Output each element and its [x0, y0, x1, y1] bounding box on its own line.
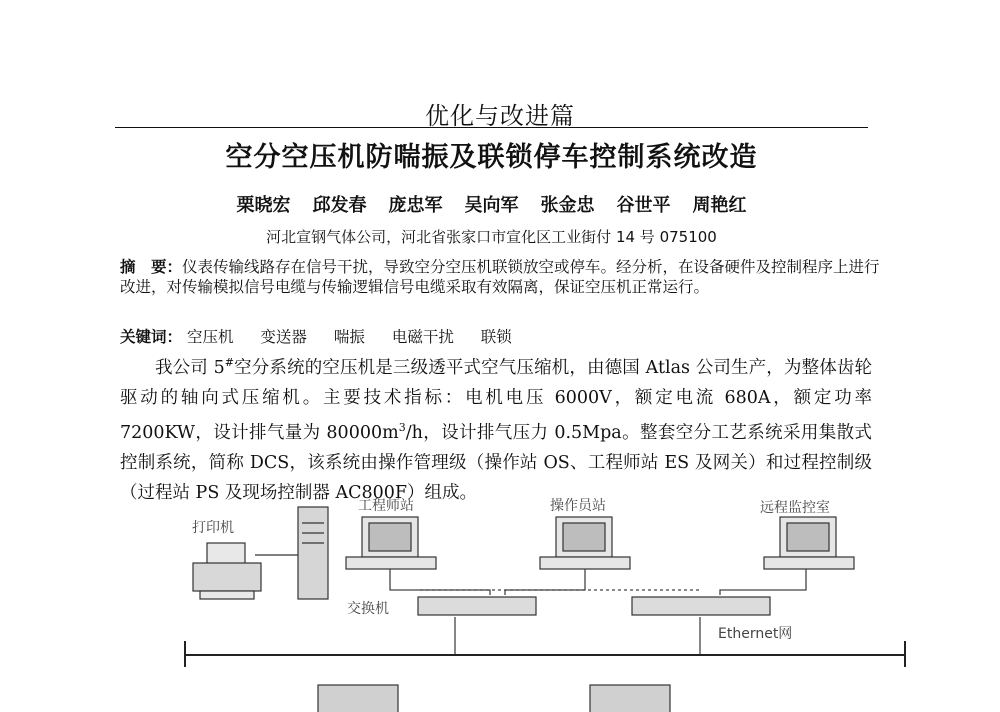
switch-icon — [418, 597, 770, 615]
keyword: 空压机 — [186, 328, 234, 346]
section-header: 优化与改进篇 — [425, 102, 575, 130]
network-diagram — [0, 495, 1000, 712]
header-rule — [115, 127, 868, 128]
keywords-label: 关键词： — [120, 327, 183, 346]
engineer-station-label: 工程师站 — [358, 498, 414, 514]
controller-icon — [318, 685, 670, 712]
printer-label: 打印机 — [192, 520, 234, 536]
abstract — [120, 257, 880, 297]
keyword: 喘振 — [333, 328, 365, 346]
server-icon — [298, 507, 328, 599]
engineer-workstation-icon — [346, 517, 436, 569]
network-figure — [0, 495, 1000, 712]
author-list — [115, 191, 868, 217]
author: 庞忠军 — [388, 195, 443, 216]
printer-icon — [193, 543, 261, 599]
operator-workstation-icon — [540, 517, 630, 569]
author: 栗晓宏 — [236, 195, 291, 216]
paper-title: 空分空压机防喘振及联锁停车控制系统改造 — [225, 142, 758, 173]
author: 邱发春 — [312, 195, 367, 216]
author: 周艳红 — [692, 195, 747, 216]
operator-station-label: 操作员站 — [550, 498, 606, 514]
switch-label: 交换机 — [347, 601, 389, 617]
remote-workstation-icon — [764, 517, 854, 569]
author: 谷世平 — [616, 195, 671, 216]
keywords — [120, 325, 880, 347]
body-paragraph: 我公司 5#空分系统的空压机是三级透平式空气压缩机，由德国 Atlas 公司生产，为整体齿轮驱动的轴向式压缩机。主要技术指标：电机电压 6000V，额定电流 680A，额定功率 7200KW，设计排气量为 $80000m^3/h$，设计排气压力 0.5Mpa。整套空分工艺系统采用集散式控制系统，简称 DCS，该系统由操作管理级（操作站 OS、工程师站 ES 及网关）和过程控制级（过程站 PS 及现场控制器 AC800F）组成。 — [120, 356, 873, 503]
author: 吴向军 — [464, 195, 519, 216]
abstract-label: 摘 要： — [120, 257, 183, 276]
author: 张金忠 — [540, 195, 595, 216]
affiliation: 河北宣钢气体公司，河北省张家口市宣化区工业街付 14 号 075100 — [266, 228, 717, 246]
ethernet-label: Ethernet网 — [718, 626, 793, 642]
keyword: 电磁干扰 — [391, 328, 454, 346]
keyword: 联锁 — [480, 328, 512, 346]
keyword: 变送器 — [260, 328, 307, 346]
remote-room-label: 远程监控室 — [760, 500, 830, 516]
abstract-text: 仪表传输线路存在信号干扰，导致空分空压机联锁放空或停车。经分析，在设备硬件及控制程序上进行改进，对传输模拟信号电缆与传输逻辑信号电缆采取有效隔离，保证空压机正常运行。 — [120, 258, 880, 296]
